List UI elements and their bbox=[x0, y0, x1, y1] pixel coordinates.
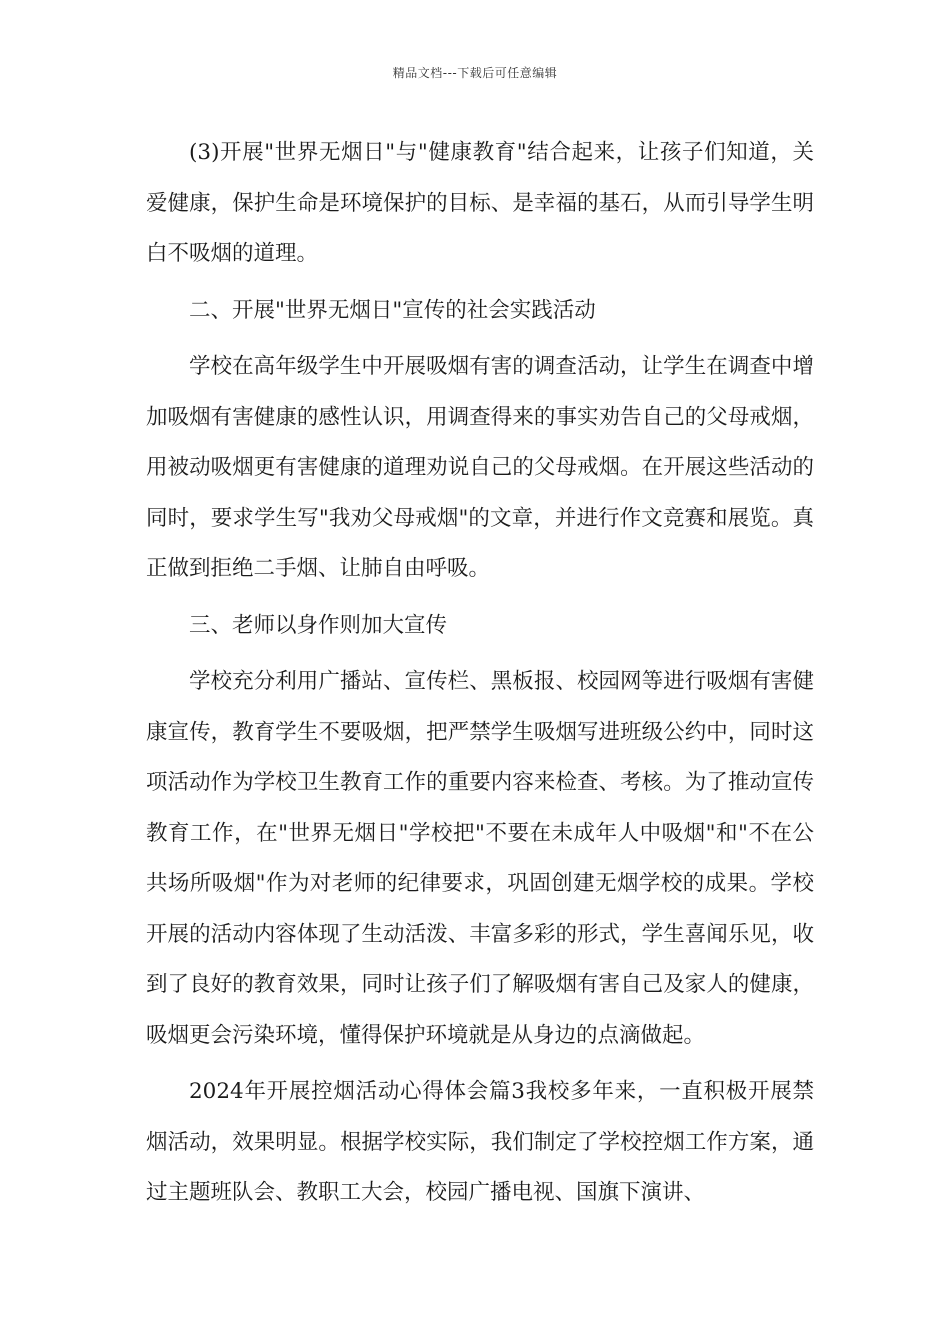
document-body bbox=[146, 128, 814, 1225]
paragraph-1: (3)开展"世界无烟日"与"健康教育"结合起来，让孩子们知道，关爱健康，保护生命是环境保护的目标、是幸福的基石，从而引导学生明白不吸烟的道理。 bbox=[146, 140, 814, 266]
page-header: 精品文档---下载后可任意编辑 bbox=[392, 66, 558, 80]
paragraph-4: 2024年开展控烟活动心得体会篇3我校多年来，一直积极开展禁烟活动，效果明显。根据学校实际，我们制定了学校控烟工作方案，通过主题班队会、教职工大会，校园广播电视、国旗下演讲、 bbox=[146, 1079, 814, 1205]
paragraph-2: 学校在高年级学生中开展吸烟有害的调查活动，让学生在调查中增加吸烟有害健康的感性认识，用调查得来的事实劝告自己的父母戒烟，用被动吸烟更有害健康的道理劝说自己的父母戒烟。在开展这些活动的同时，要求学生写"我劝父母戒烟"的文章，并进行作文竞赛和展览。真正做到拒绝二手烟、让肺自由呼吸。 bbox=[146, 354, 814, 581]
section-heading-3: 三、老师以身作则加大宣传 bbox=[189, 612, 448, 638]
paragraph-3: 学校充分利用广播站、宣传栏、黑板报、校园网等进行吸烟有害健康宣传，教育学生不要吸烟，把严禁学生吸烟写进班级公约中，同时这项活动作为学校卫生教育工作的重要内容来检查、考核。为了推动宣传教育工作，在"世界无烟日"学校把"不要在未成年人中吸烟"和"不在公共场所吸烟"作为对老师的纪律要求，巩固创建无烟学校的成果。学校开展的活动内容体现了生动活泼、丰富多彩的形式，学生喜闻乐见，收到了良好的教育效果，同时让孩子们了解吸烟有害自己及家人的健康，吸烟更会污染环境，懂得保护环境就是从身边的点滴做起。 bbox=[146, 669, 814, 1048]
section-heading-2: 二、开展"世界无烟日"宣传的社会实践活动 bbox=[189, 297, 596, 323]
